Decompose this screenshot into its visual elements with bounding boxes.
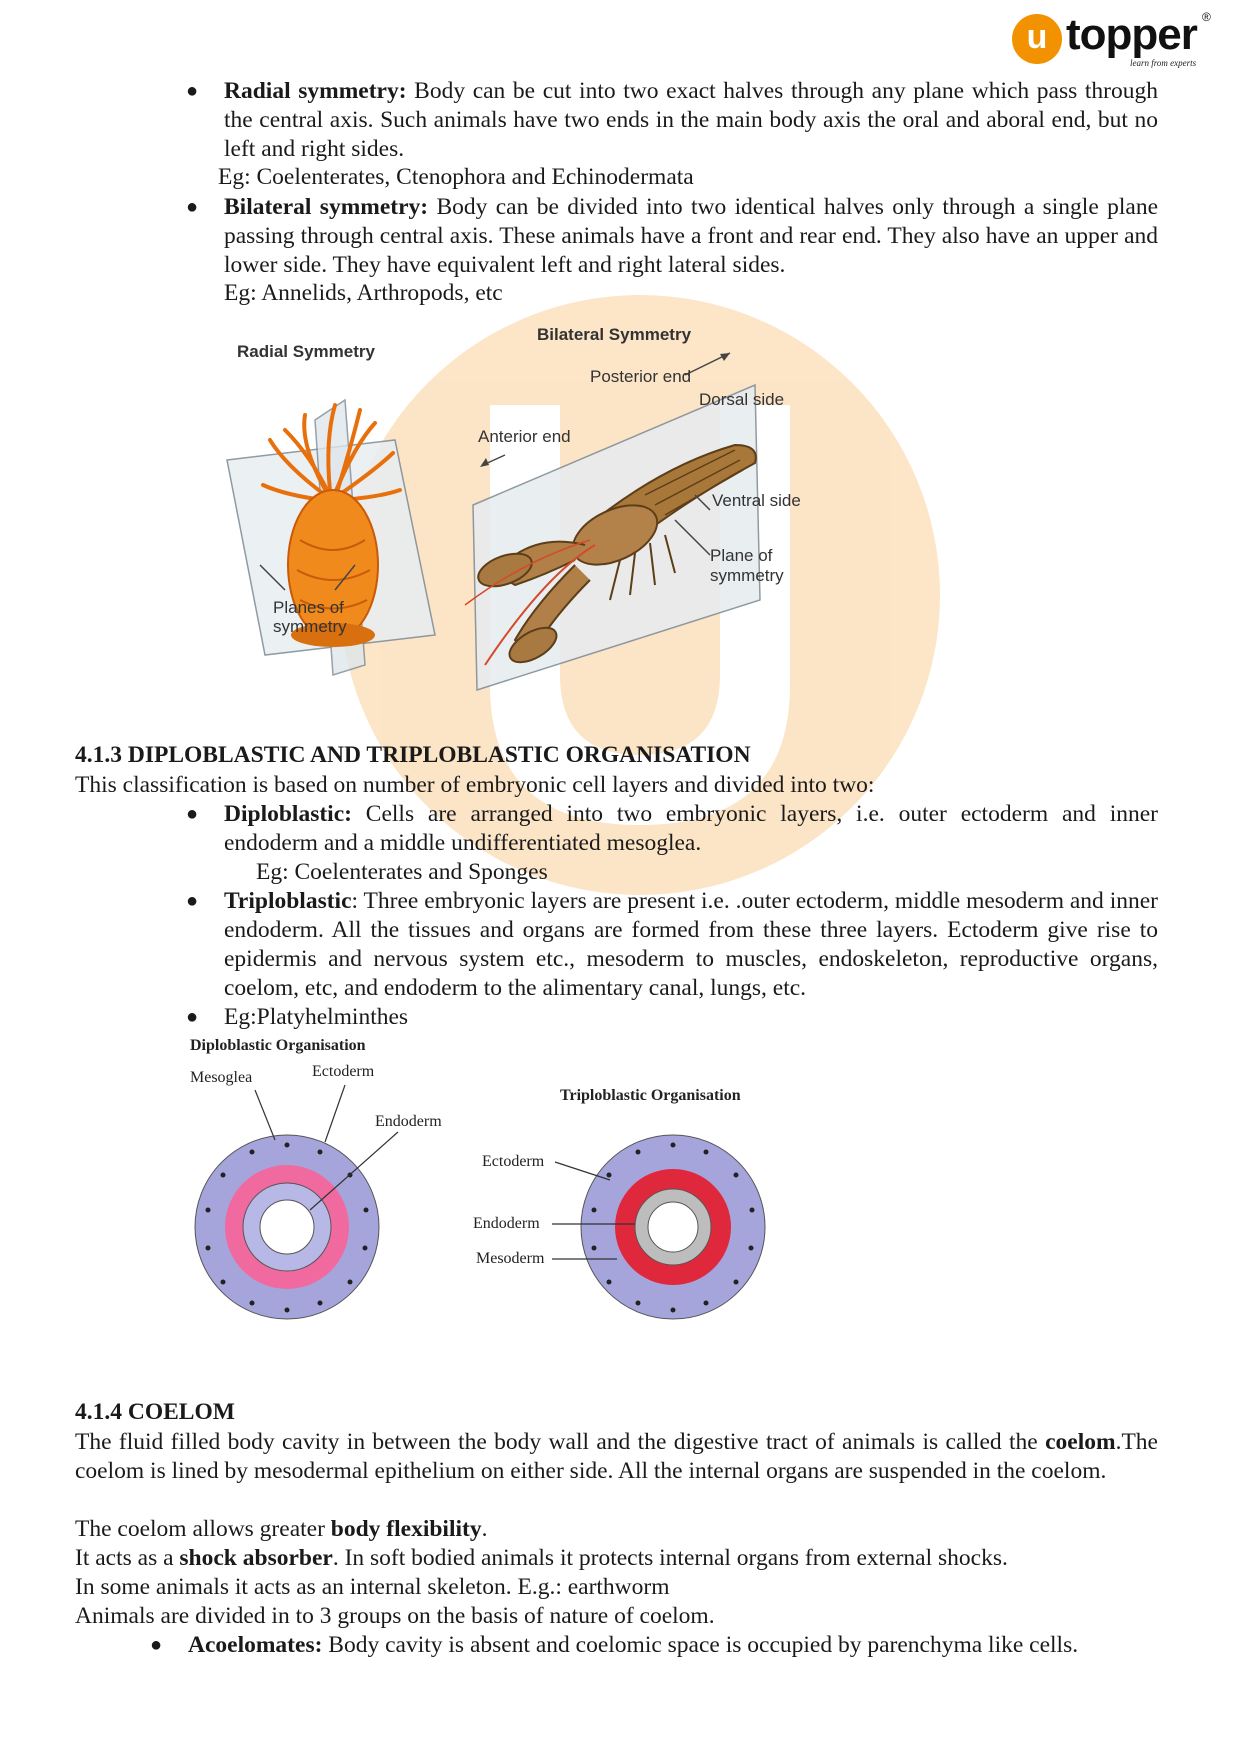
diploblastic-term: Diploblastic: xyxy=(224,801,352,827)
radial-text: Body can be cut into two exact halves through any plane which pass through the central axis. Such animals have two ends in the main body axis the oral and aboral end, but no left and right sides. xyxy=(224,78,1158,162)
bullet-dot: ● xyxy=(186,80,199,102)
coelom-definition-paragraph xyxy=(75,1428,1158,1486)
bullet-dot: ● xyxy=(186,196,199,218)
endoderm-label: Endoderm xyxy=(375,1113,442,1130)
triploblastic-figure-title: Triploblastic Organisation xyxy=(560,1087,741,1104)
coelom-shock-absorber: It acts as a shock absorber. In soft bodied animals it protects internal organs from external shocks. xyxy=(75,1545,1008,1571)
section-413-intro: This classification is based on number of embryonic cell layers and divided into two: xyxy=(75,772,875,798)
mesoglea-label: Mesoglea xyxy=(190,1069,253,1086)
triploblastic-paragraph xyxy=(224,887,1158,1003)
coelom-def-c: .The coelom is lined by mesodermal epithelium on either side. All the internal organs are suspended in the coelom. xyxy=(75,1429,1158,1484)
triploblastic-example: Eg:Platyhelminthes xyxy=(224,1004,409,1030)
coelom-def-a: The fluid filled body cavity in between the body wall and the digestive tract of animals is called the xyxy=(75,1429,1046,1455)
coelom-skeleton: In some animals it acts as an internal skeleton. E.g.: earthworm xyxy=(75,1574,670,1600)
registered-mark: ® xyxy=(1202,10,1211,24)
diploblastic-figure-title: Diploblastic Organisation xyxy=(190,1037,366,1054)
triplo-mesoderm-label: Mesoderm xyxy=(476,1250,545,1267)
bilateral-symmetry-paragraph xyxy=(224,193,1158,280)
dorsal-side-label: Dorsal side xyxy=(699,390,785,409)
ventral-side-label: Ventral side xyxy=(712,491,801,510)
radial-symmetry-paragraph xyxy=(224,77,1158,164)
posterior-end-label: Posterior end xyxy=(590,367,692,386)
diploblastic-example: Eg: Coelenterates and Sponges xyxy=(256,859,548,885)
logo-word: topper xyxy=(1066,10,1197,59)
triploblastic-term: Triploblastic xyxy=(224,888,352,914)
diploblastic-paragraph xyxy=(224,800,1158,858)
coelom-term: coelom xyxy=(1045,1429,1116,1455)
triplo-endoderm-label: Endoderm xyxy=(473,1215,540,1232)
bullet-dot: ● xyxy=(186,890,199,912)
section-heading-4-1-3: 4.1.3 DIPLOBLASTIC AND TRIPLOBLASTIC ORGANISATION xyxy=(75,742,751,768)
section-heading-4-1-4: 4.1.4 COELOM xyxy=(75,1399,235,1425)
diplo-cavity xyxy=(260,1200,314,1254)
acoelomates-term: Acoelomates: xyxy=(188,1632,323,1658)
bullet-dot: ● xyxy=(186,1006,199,1028)
germ-layers-figure xyxy=(180,1030,780,1330)
radial-term: Radial symmetry: xyxy=(224,78,407,104)
bullet-dot: ● xyxy=(150,1634,163,1656)
bilateral-example: Eg: Annelids, Arthropods, etc xyxy=(224,280,503,306)
acoelomates-text: Body cavity is absent and coelomic space is occupied by parenchyma like cells. xyxy=(322,1632,1079,1658)
plane-of-label: Plane of xyxy=(710,546,773,565)
symmetry-figure xyxy=(215,325,915,720)
plane-symmetry-label: symmetry xyxy=(710,566,784,585)
anterior-end-label: Anterior end xyxy=(478,427,571,446)
bilateral-figure-title: Bilateral Symmetry xyxy=(537,325,692,344)
radial-figure-title: Radial Symmetry xyxy=(237,342,375,361)
ectoderm-label: Ectoderm xyxy=(312,1063,375,1080)
coelom-flexibility: The coelom allows greater body flexibility. xyxy=(75,1516,488,1542)
logo-tagline: learn from experts xyxy=(1130,58,1197,68)
radial-example: Eg: Coelenterates, Ctenophora and Echinodermata xyxy=(218,164,694,190)
acoelomates-paragraph xyxy=(188,1631,1078,1660)
diploblastic-text: Cells are arranged into two embryonic layers, i.e. outer ectoderm and inner endoderm and a middle undifferentiated mesoglea. xyxy=(224,801,1158,856)
planes-of-label: Planes of xyxy=(273,598,344,617)
triplo-cavity xyxy=(648,1202,698,1252)
planes-symmetry-label: symmetry xyxy=(273,617,347,636)
bilateral-term: Bilateral symmetry: xyxy=(224,194,429,220)
brand-logo xyxy=(1012,10,1212,76)
coelom-groups-intro: Animals are divided in to 3 groups on the basis of nature of coelom. xyxy=(75,1603,715,1629)
triploblastic-text: : Three embryonic layers are present i.e. .outer ectoderm, middle mesoderm and inner endoderm. All the tissues and organs are formed from these three layers. Ectoderm give rise to epidermis and nervous system etc., mesoderm to muscles, endoskeleton, reproductive organs, coelom, etc, and endoderm to the alimentary canal, lungs, etc. xyxy=(224,888,1158,1001)
bullet-dot: ● xyxy=(186,803,199,825)
triplo-ectoderm-label: Ectoderm xyxy=(482,1153,545,1170)
bilateral-text: Body can be divided into two identical halves only through a single plane passing through central axis. These animals have a front and rear end. They also have an upper and lower side. They have equivalent left and right lateral sides. xyxy=(224,194,1159,278)
logo-mark: u xyxy=(1012,14,1062,64)
